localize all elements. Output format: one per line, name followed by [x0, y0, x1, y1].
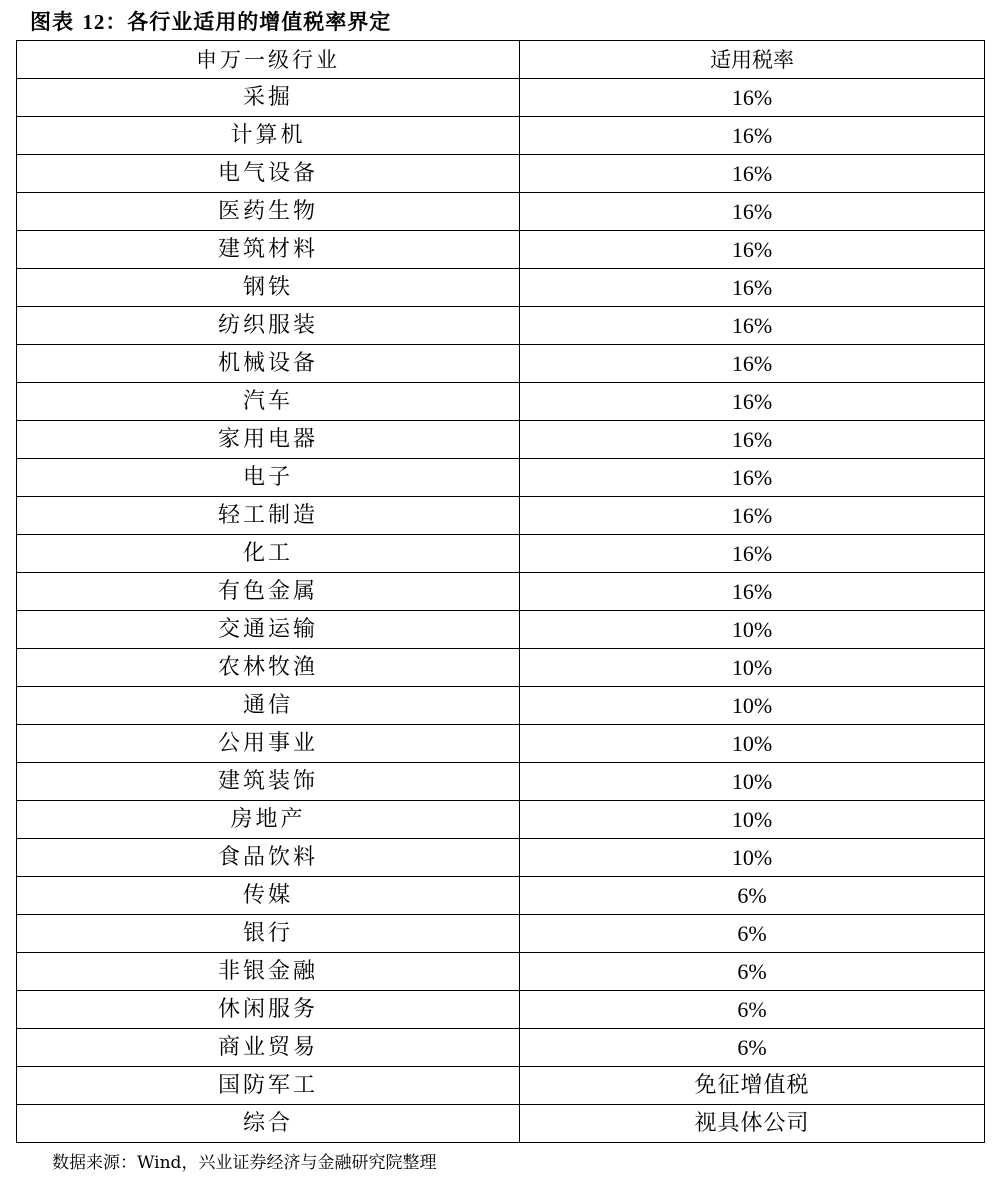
rate-cell: 16% — [520, 231, 985, 269]
rate-cell: 16% — [520, 117, 985, 155]
rate-cell: 16% — [520, 155, 985, 193]
industry-cell: 钢铁 — [17, 269, 520, 307]
industry-cell: 传媒 — [17, 877, 520, 915]
rate-cell: 6% — [520, 991, 985, 1029]
industry-cell: 食品饮料 — [17, 839, 520, 877]
table-row — [17, 611, 985, 649]
figure-title — [30, 6, 391, 36]
rate-cell: 16% — [520, 345, 985, 383]
table-row — [17, 991, 985, 1029]
industry-cell: 建筑装饰 — [17, 763, 520, 801]
rate-cell: 10% — [520, 801, 985, 839]
rate-cell: 视具体公司 — [520, 1105, 985, 1143]
industry-cell: 轻工制造 — [17, 497, 520, 535]
rate-cell: 6% — [520, 877, 985, 915]
table-row — [17, 307, 985, 345]
table-row — [17, 1067, 985, 1105]
industry-cell: 非银金融 — [17, 953, 520, 991]
industry-cell: 纺织服装 — [17, 307, 520, 345]
rate-cell: 16% — [520, 383, 985, 421]
rate-cell: 16% — [520, 421, 985, 459]
industry-cell: 汽车 — [17, 383, 520, 421]
industry-cell: 电气设备 — [17, 155, 520, 193]
industry-cell: 商业贸易 — [17, 1029, 520, 1067]
table-row — [17, 231, 985, 269]
industry-cell: 有色金属 — [17, 573, 520, 611]
source-note: 数据来源：Wind，兴业证券经济与金融研究院整理 — [52, 1153, 437, 1173]
industry-cell: 家用电器 — [17, 421, 520, 459]
rate-cell: 6% — [520, 953, 985, 991]
table-row — [17, 763, 985, 801]
rate-cell: 16% — [520, 535, 985, 573]
rate-cell: 免征增值税 — [520, 1067, 985, 1105]
header-industry: 申万一级行业 — [17, 41, 520, 79]
rate-cell: 16% — [520, 193, 985, 231]
table-row — [17, 1105, 985, 1143]
table-row — [17, 687, 985, 725]
industry-cell: 房地产 — [17, 801, 520, 839]
table-row — [17, 421, 985, 459]
industry-cell: 采掘 — [17, 79, 520, 117]
table-row — [17, 535, 985, 573]
industry-cell: 建筑材料 — [17, 231, 520, 269]
industry-cell: 公用事业 — [17, 725, 520, 763]
table-row — [17, 649, 985, 687]
figure-title-number: 12 — [82, 10, 106, 34]
rate-cell: 10% — [520, 725, 985, 763]
rate-cell: 10% — [520, 611, 985, 649]
table-row — [17, 459, 985, 497]
table-row — [17, 383, 985, 421]
rate-cell: 10% — [520, 687, 985, 725]
table-row — [17, 497, 985, 535]
industry-cell: 电子 — [17, 459, 520, 497]
rate-cell: 10% — [520, 649, 985, 687]
table-row — [17, 573, 985, 611]
table-row — [17, 269, 985, 307]
table-row — [17, 155, 985, 193]
industry-cell: 综合 — [17, 1105, 520, 1143]
industry-cell: 通信 — [17, 687, 520, 725]
industry-cell: 医药生物 — [17, 193, 520, 231]
table-row — [17, 117, 985, 155]
industry-cell: 机械设备 — [17, 345, 520, 383]
rate-cell: 16% — [520, 459, 985, 497]
rate-cell: 16% — [520, 79, 985, 117]
vat-rate-table — [16, 40, 985, 1143]
rate-cell: 6% — [520, 915, 985, 953]
industry-cell: 国防军工 — [17, 1067, 520, 1105]
industry-cell: 银行 — [17, 915, 520, 953]
table-row — [17, 915, 985, 953]
table-row — [17, 953, 985, 991]
table-row — [17, 839, 985, 877]
rate-cell: 16% — [520, 269, 985, 307]
rate-cell: 6% — [520, 1029, 985, 1067]
figure-title-prefix: 图表 — [30, 9, 83, 34]
figure-title-text: ：各行业适用的增值税率界定 — [105, 9, 392, 34]
table-row — [17, 1029, 985, 1067]
rate-cell: 10% — [520, 839, 985, 877]
table-row — [17, 193, 985, 231]
industry-cell: 农林牧渔 — [17, 649, 520, 687]
rate-cell: 16% — [520, 307, 985, 345]
industry-cell: 休闲服务 — [17, 991, 520, 1029]
table-row — [17, 725, 985, 763]
table-row — [17, 877, 985, 915]
table-body — [17, 79, 985, 1143]
industry-cell: 化工 — [17, 535, 520, 573]
table-row — [17, 79, 985, 117]
table-row — [17, 345, 985, 383]
industry-cell: 计算机 — [17, 117, 520, 155]
rate-cell: 16% — [520, 573, 985, 611]
rate-cell: 16% — [520, 497, 985, 535]
rate-cell: 10% — [520, 763, 985, 801]
industry-cell: 交通运输 — [17, 611, 520, 649]
table-header-row — [17, 41, 985, 79]
table-row — [17, 801, 985, 839]
header-rate: 适用税率 — [520, 41, 985, 79]
